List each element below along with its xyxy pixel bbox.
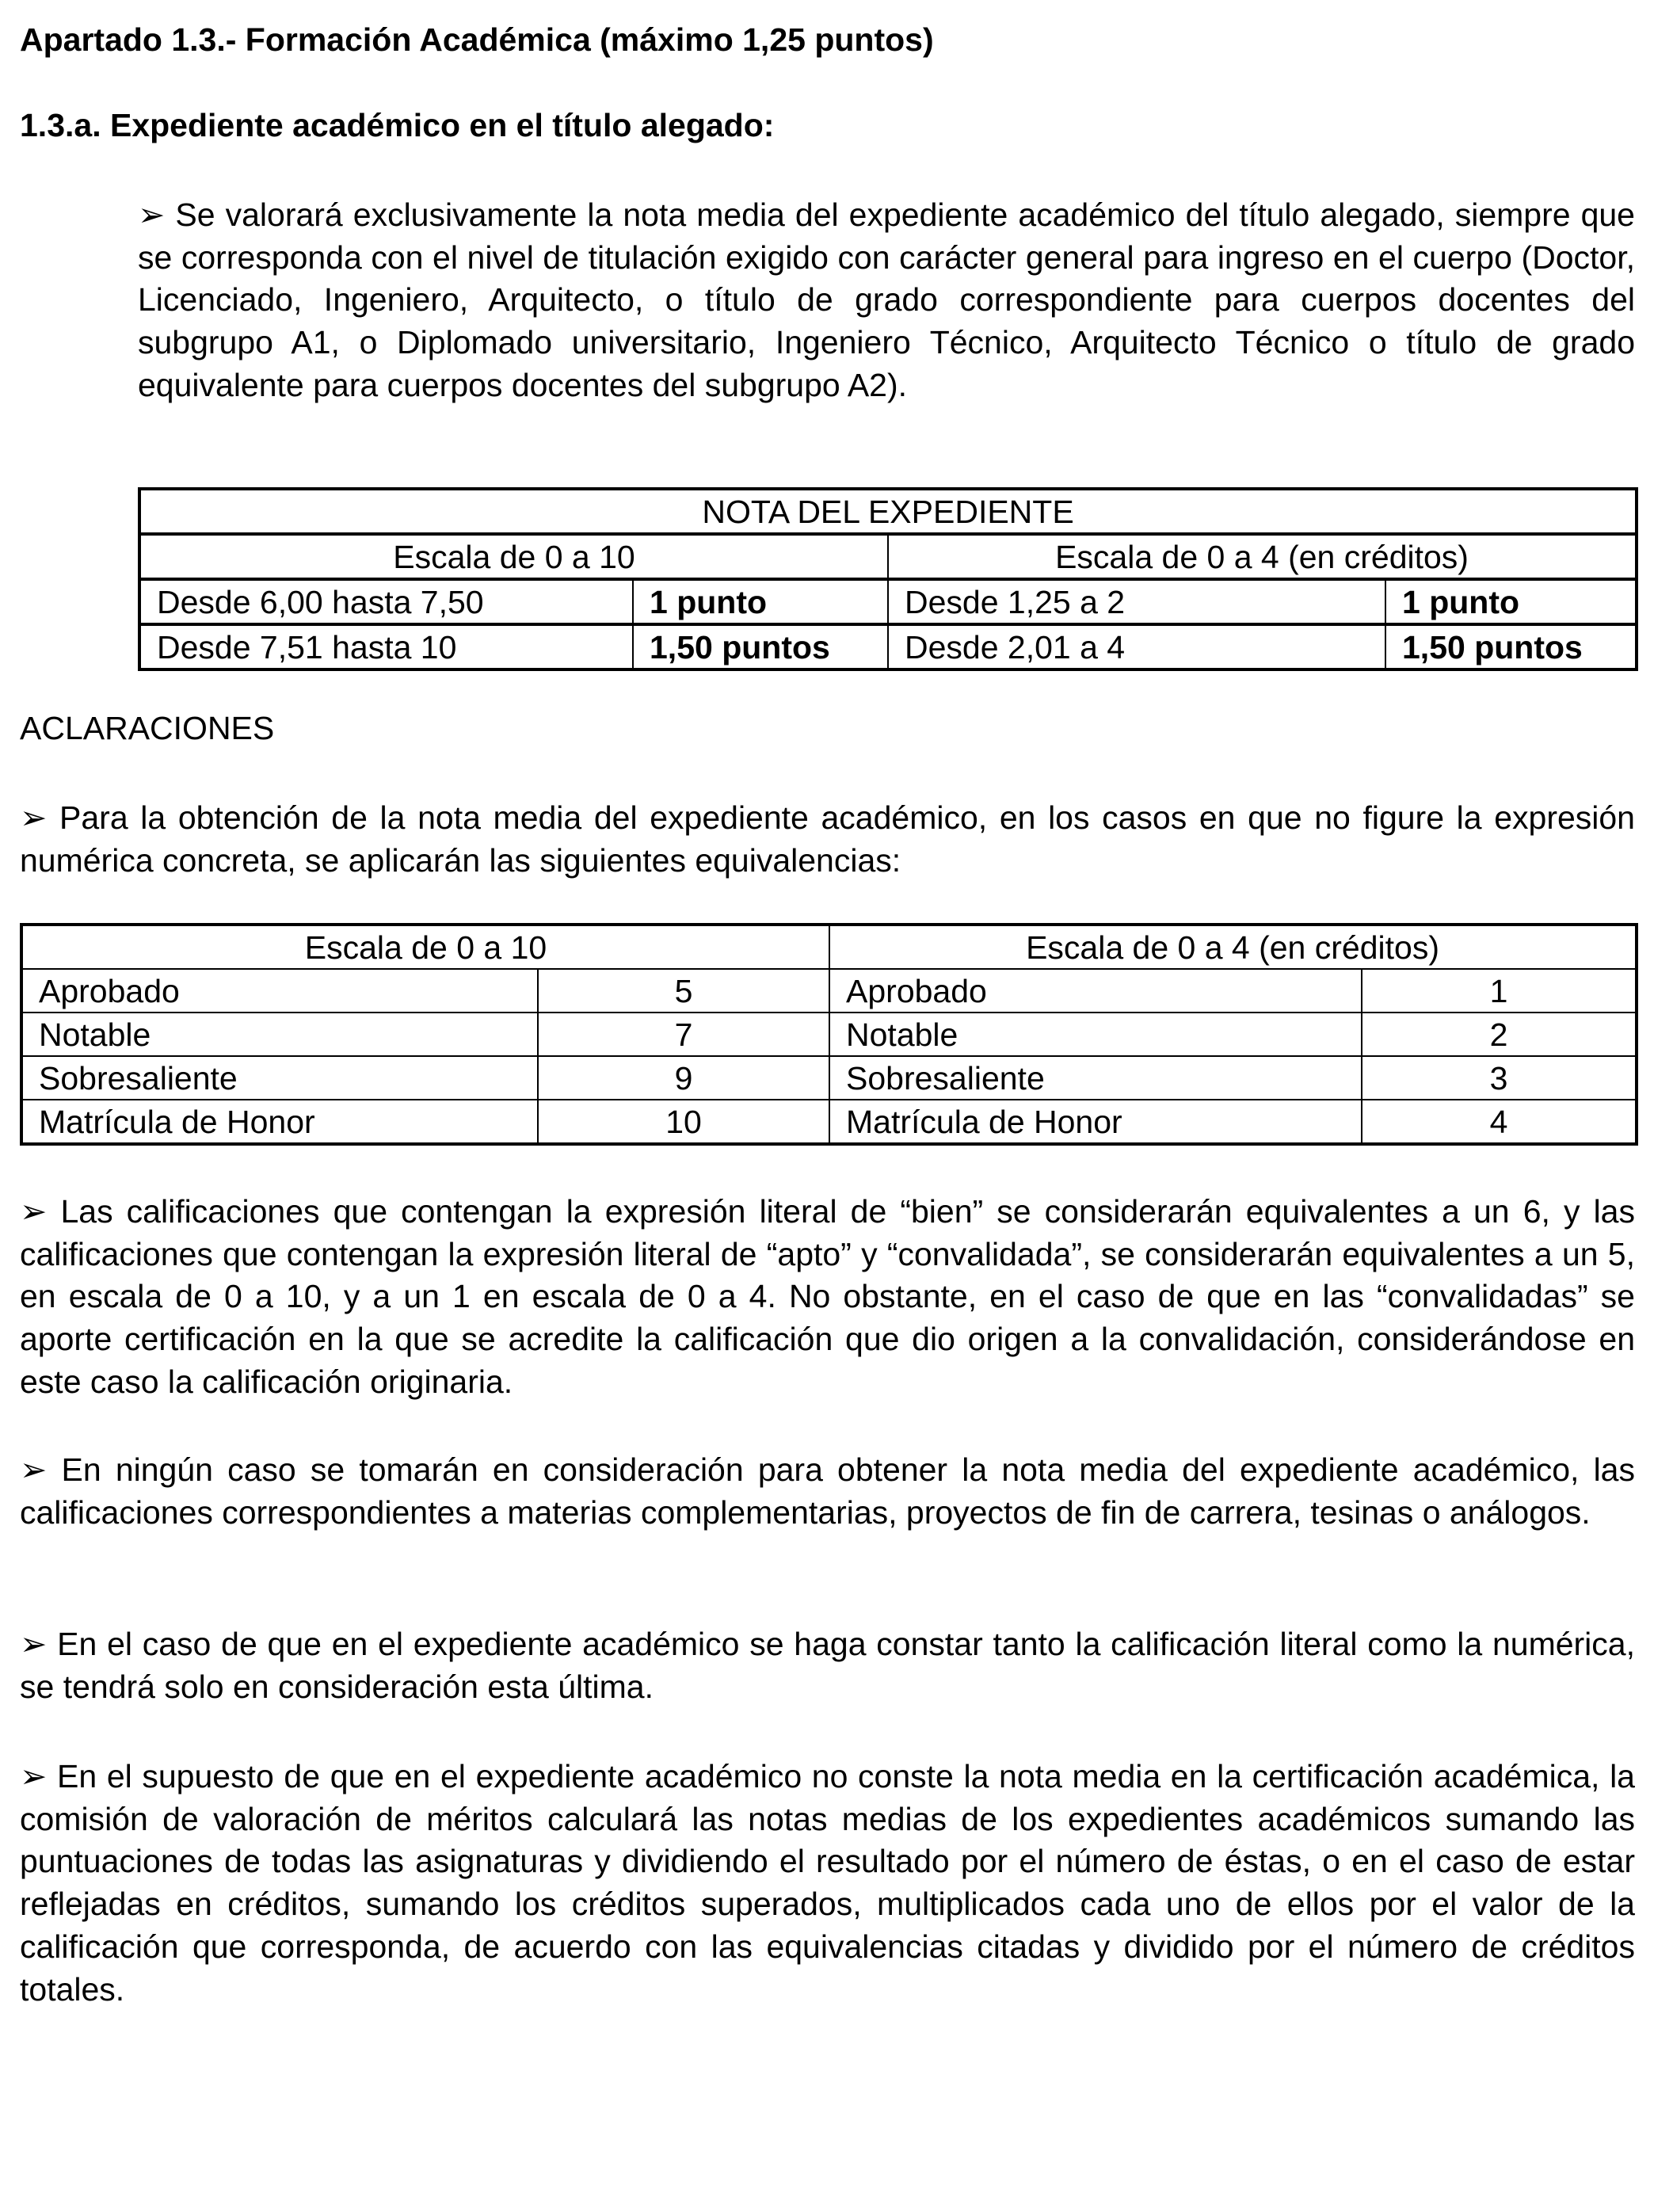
paragraph xyxy=(20,1449,1635,1534)
table-cell: 10 xyxy=(538,1100,829,1144)
table-row xyxy=(21,969,1637,1013)
bullet-icon: ➢ xyxy=(20,799,48,836)
intro-paragraph xyxy=(138,194,1635,407)
bullet-icon: ➢ xyxy=(20,1626,48,1662)
paragraph xyxy=(20,797,1635,882)
intro-text: Se valorará exclusivamente la nota media del expediente académico del título alegado, siempre que se corresponda con el nivel de titulación exigido con carácter general para ingreso en el cuerpo (Doctor, Licenciado, Ingeniero, Arquitecto, o título de grado correspondiente para cuerpos docentes del subgrupo A1, o Diplomado universitario, Ingeniero Técnico, Arquitecto Técnico o título de grado equivalente para cuerpos docentes del subgrupo A2). xyxy=(138,196,1635,403)
table-cell: 2 xyxy=(1362,1013,1637,1056)
paragraph-text: En el supuesto de que en el expediente académico no conste la nota media en la certificación académica, la comisión de valoración de méritos calculará las notas medias de los expedientes académicos sumando las puntuaciones de todas las asignaturas y dividiendo el resultado por el número de éstas, o en el caso de estar reflejadas en créditos, sumando los créditos superados, multiplicados cada uno de ellos por el valor de la calificación que corresponda, de acuerdo con las equivalencias citadas y dividido por el número de créditos totales. xyxy=(20,1758,1635,2008)
table-cell: 1 punto xyxy=(633,579,888,624)
table-cell: Desde 2,01 a 4 xyxy=(888,624,1385,669)
table-cell: Aprobado xyxy=(829,969,1362,1013)
table-header: Escala de 0 a 4 (en créditos) xyxy=(829,925,1637,969)
paragraph xyxy=(20,1756,1635,2011)
table-cell: 7 xyxy=(538,1013,829,1056)
subsection-title: 1.3.a. Expediente académico en el título alegado: xyxy=(20,107,775,143)
table-cell: 3 xyxy=(1362,1056,1637,1100)
bullet-icon: ➢ xyxy=(138,196,166,233)
table-cell: Sobresaliente xyxy=(21,1056,538,1100)
table-cell: Matrícula de Honor xyxy=(829,1100,1362,1144)
table-title: NOTA DEL EXPEDIENTE xyxy=(139,489,1637,534)
table-cell: Aprobado xyxy=(21,969,538,1013)
paragraph xyxy=(20,1623,1635,1708)
table-cell: 4 xyxy=(1362,1100,1637,1144)
table-row xyxy=(21,1013,1637,1056)
table-cell: 1 xyxy=(1362,969,1637,1013)
table-row xyxy=(21,1100,1637,1144)
table-cell: Notable xyxy=(829,1013,1362,1056)
table-row xyxy=(139,624,1637,669)
table-cell: Notable xyxy=(21,1013,538,1056)
table-header: Escala de 0 a 10 xyxy=(139,534,888,579)
paragraph xyxy=(20,1191,1635,1404)
aclaraciones-heading: ACLARACIONES xyxy=(20,710,275,746)
table-header: Escala de 0 a 10 xyxy=(21,925,829,969)
table-cell: Desde 1,25 a 2 xyxy=(888,579,1385,624)
table-cell: 1,50 puntos xyxy=(633,624,888,669)
table-row xyxy=(21,1056,1637,1100)
table-cell: Matrícula de Honor xyxy=(21,1100,538,1144)
grade-points-table xyxy=(138,487,1638,671)
table-row xyxy=(139,579,1637,624)
paragraph-text: En ningún caso se tomarán en consideración para obtener la nota media del expediente académico, las calificaciones correspondientes a materias complementarias, proyectos de fin de carrera, tesinas o análogos. xyxy=(20,1451,1635,1531)
bullet-icon: ➢ xyxy=(20,1758,48,1794)
table-cell: 5 xyxy=(538,969,829,1013)
table-cell: 9 xyxy=(538,1056,829,1100)
paragraph-text: Para la obtención de la nota media del expediente académico, en los casos en que no figure la expresión numérica concreta, se aplicarán las siguientes equivalencias: xyxy=(20,799,1635,879)
bullet-icon: ➢ xyxy=(20,1451,48,1488)
equivalence-table xyxy=(20,923,1638,1146)
table-cell: Desde 6,00 hasta 7,50 xyxy=(139,579,633,624)
section-title: Apartado 1.3.- Formación Académica (máximo 1,25 puntos) xyxy=(20,21,934,58)
table-cell: 1,50 puntos xyxy=(1385,624,1637,669)
table-cell: Sobresaliente xyxy=(829,1056,1362,1100)
table-header: Escala de 0 a 4 (en créditos) xyxy=(888,534,1637,579)
table-cell: Desde 7,51 hasta 10 xyxy=(139,624,633,669)
paragraph-text: En el caso de que en el expediente académico se haga constar tanto la calificación literal como la numérica, se tendrá solo en consideración esta última. xyxy=(20,1626,1635,1705)
paragraph-text: Las calificaciones que contengan la expresión literal de “bien” se considerarán equivalentes a un 6, y las calificaciones que contengan la expresión literal de “apto” y “convalidada”, se considerarán equivalentes a un 5, en escala de 0 a 10, y a un 1 en escala de 0 a 4. No obstante, en el caso de que en las “convalidadas” se aporte certificación en la que se acredite la calificación que dio origen a la convalidación, considerándose en este caso la calificación originaria. xyxy=(20,1193,1635,1400)
table-cell: 1 punto xyxy=(1385,579,1637,624)
bullet-icon: ➢ xyxy=(20,1193,48,1230)
